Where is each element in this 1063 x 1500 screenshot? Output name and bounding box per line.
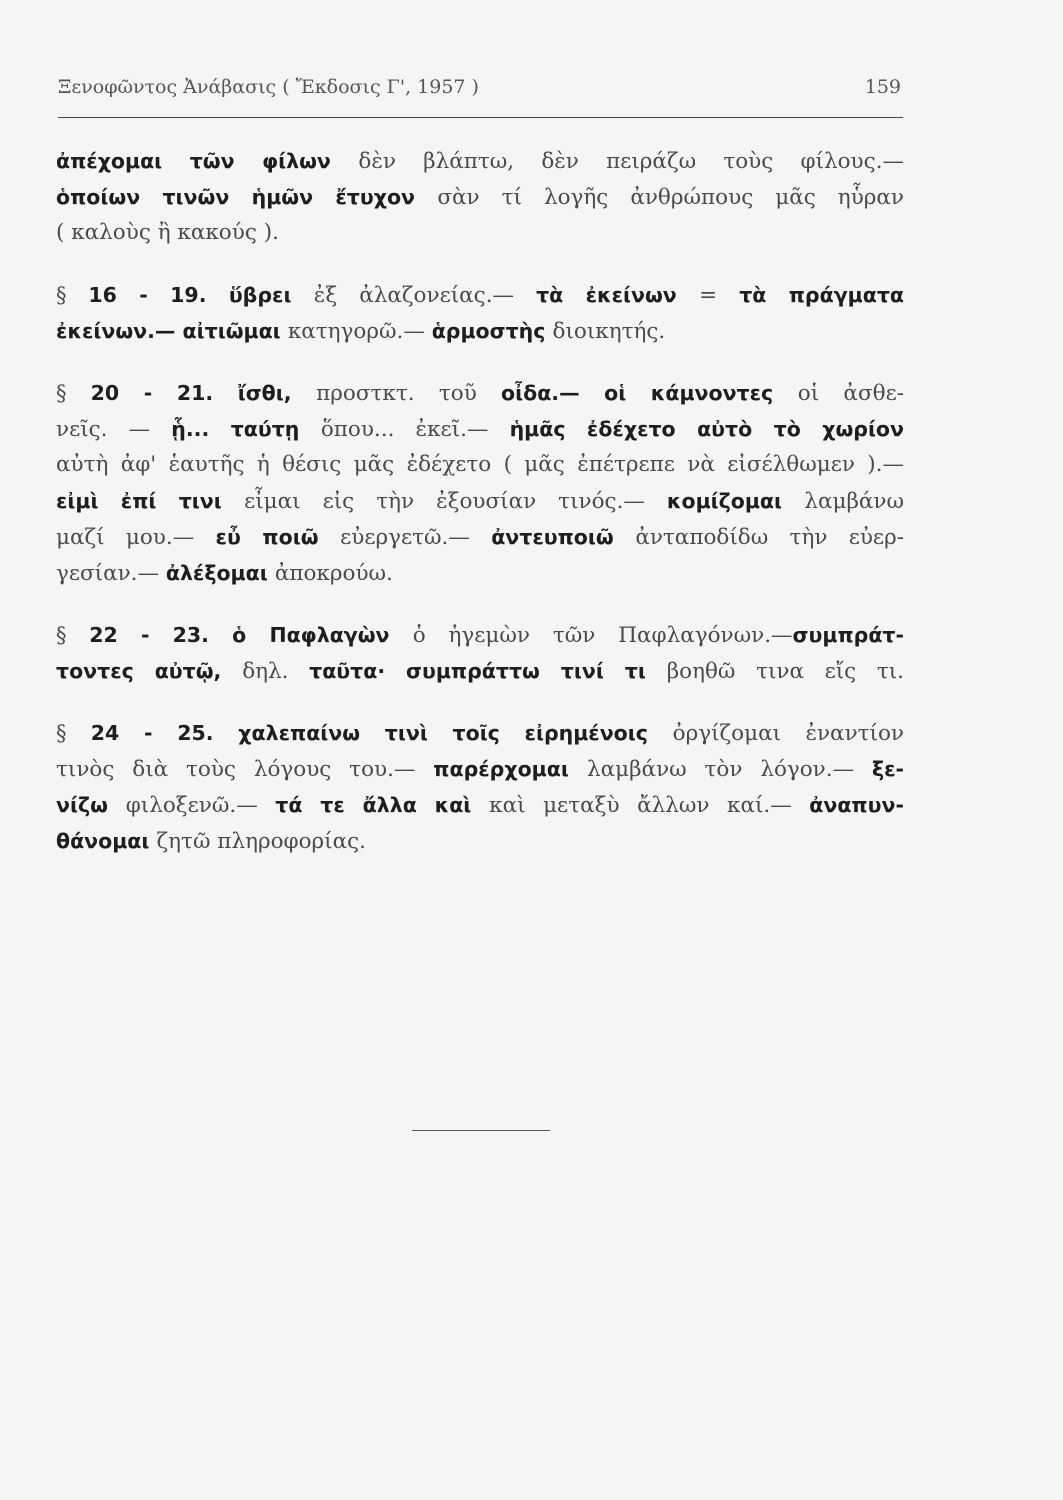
gloss-text: ἐξ ἀλαζονείας.— [313, 283, 537, 308]
gloss-text: δηλ. [242, 659, 310, 684]
gloss-text: ( καλοὺς ἢ κακούς ). [56, 220, 279, 245]
gloss-text: αὐτὴ ἀφ' ἑαυτῆς ἡ θέσις μᾶς ἐδέχετο ( μᾶς ἐπέτρεπε νὰ εἰσέλθωμεν ).— [56, 452, 904, 477]
bold-term: 20 - 21. [90, 381, 238, 405]
text-line [56, 179, 904, 215]
bold-term: αἰτιῶμαι [182, 319, 288, 343]
bold-term: 22 - 23. [89, 623, 233, 647]
bold-term: 24 - 25. [90, 721, 239, 745]
gloss-text: φιλοξενῶ.— [125, 793, 276, 818]
bold-term: ἁρμοστὴς [431, 319, 553, 343]
gloss-text: μαζί μου.— [56, 525, 216, 550]
section-sign: § [56, 283, 89, 307]
bold-term: ἴσθι, [237, 381, 317, 405]
gloss-text: νεῖς. — [56, 417, 172, 442]
bold-term: ὁποίων τινῶν ἡμῶν ἔτυχον [56, 185, 438, 209]
gloss-text: βοηθῶ τινα εἴς τι. [666, 659, 904, 684]
gloss-text: τινὸς διὰ τοὺς λόγους του.— [56, 757, 434, 782]
gloss-text: = [699, 283, 740, 308]
bold-term: εὖ ποιῶ [215, 525, 341, 549]
bold-term: χαλεπαίνω τινὶ τοῖς εἰρημένοις [238, 721, 673, 745]
section-line [56, 617, 904, 653]
bold-term: ἐκείνων.— [56, 319, 183, 343]
section-line [56, 715, 904, 751]
gloss-text: ζητῶ πληροφορίας. [156, 829, 366, 854]
bold-term: ταῦτα· συμπράττω τινί τι [309, 659, 667, 683]
gloss-text: προστκτ. τοῦ [316, 381, 502, 406]
bold-term: παρέρχομαι [433, 757, 587, 781]
gloss-text: καὶ μεταξὺ ἄλλων καί.— [489, 793, 810, 818]
gloss-text: σὰν τί λογῆς ἀνθρώπους μᾶς ηὗραν [437, 185, 904, 210]
section-sign: § [56, 623, 90, 647]
text-line [56, 411, 904, 447]
bold-term: ὁ Παφλαγὼν [232, 623, 413, 647]
text-line [56, 653, 904, 689]
bold-term: ξε- [871, 757, 904, 781]
gloss-text: ὅπου... ἐκεῖ.— [320, 417, 510, 442]
bold-term: ᾗ... ταύτῃ [171, 417, 321, 441]
bold-term: συμπράτ- [792, 623, 904, 647]
header-rule [58, 117, 903, 118]
bold-term: ὕβρει [228, 283, 314, 307]
bold-term: τά τε ἄλλα καὶ [275, 793, 490, 817]
running-head [58, 76, 901, 106]
text-line [56, 483, 904, 519]
bold-term: ἀναπυν- [809, 793, 904, 817]
bold-term: ἀντευποιῶ [491, 525, 636, 549]
gloss-text: κατηγορῶ.— [287, 319, 432, 344]
section-sign: § [56, 721, 91, 745]
text-line [56, 555, 904, 591]
bold-term: 16 - 19. [88, 283, 229, 307]
gloss-text: λαμβάνω τὸν λόγον.— [587, 757, 872, 782]
gloss-text: λαμβάνω [804, 489, 904, 514]
text-line [56, 313, 904, 349]
gloss-text: ἀποκρούω. [274, 561, 393, 586]
gloss-text: διοικητής. [552, 319, 666, 344]
gloss-text: γεσίαν.— [56, 561, 166, 586]
text-line [56, 447, 904, 483]
gloss-text: εἶμαι εἰς τὴν ἐξουσίαν τινός.— [244, 489, 667, 514]
text-line [56, 751, 904, 787]
running-title: Ξενοφῶντος Ἀνάβασις ( Ἔκδοσις Γ', 1957 ) [58, 76, 479, 98]
section-line [56, 375, 904, 411]
gloss-text: ὁ ἡγεμὼν τῶν Παφλαγόνων.— [412, 623, 793, 648]
commentary-text [56, 143, 904, 859]
section-line [56, 277, 904, 313]
gloss-text: δὲν βλάπτω, δὲν πειράζω τοὺς φίλους.— [358, 149, 904, 174]
text-line [56, 143, 904, 179]
bold-term: εἰμὶ ἐπί τινι [56, 489, 245, 513]
bold-term: οἶδα.— [501, 381, 605, 405]
footnote-rule [412, 1130, 550, 1131]
text-line [56, 787, 904, 823]
text-line [56, 519, 904, 555]
bold-term: ἀπέχομαι τῶν φίλων [56, 149, 359, 173]
text-line [56, 823, 904, 859]
bold-term: θάνομαι [56, 829, 157, 853]
gloss-text: ὀργίζομαι ἐναντίον [672, 721, 904, 746]
gloss-text: ἀνταποδίδω τὴν εὐερ- [635, 525, 904, 550]
bold-term: νίζω [56, 793, 126, 817]
text-line [56, 215, 904, 251]
page-number: 159 [864, 76, 901, 98]
section-sign: § [56, 381, 91, 405]
bold-term: ἡμᾶς ἐδέχετο αὐτὸ τὸ χωρίον [509, 417, 904, 441]
bold-term: τὰ πράγματα [739, 283, 904, 307]
bold-term: ἀλέξομαι [165, 561, 275, 585]
gloss-text: οἱ ἀσθε- [797, 381, 904, 406]
gloss-text: εὐεργετῶ.— [340, 525, 492, 550]
bold-term: οἱ κάμνοντες [604, 381, 798, 405]
bold-term: τὰ ἐκείνων [536, 283, 700, 307]
bold-term: τοντες αὐτῷ, [56, 659, 243, 683]
bold-term: κομίζομαι [666, 489, 805, 513]
